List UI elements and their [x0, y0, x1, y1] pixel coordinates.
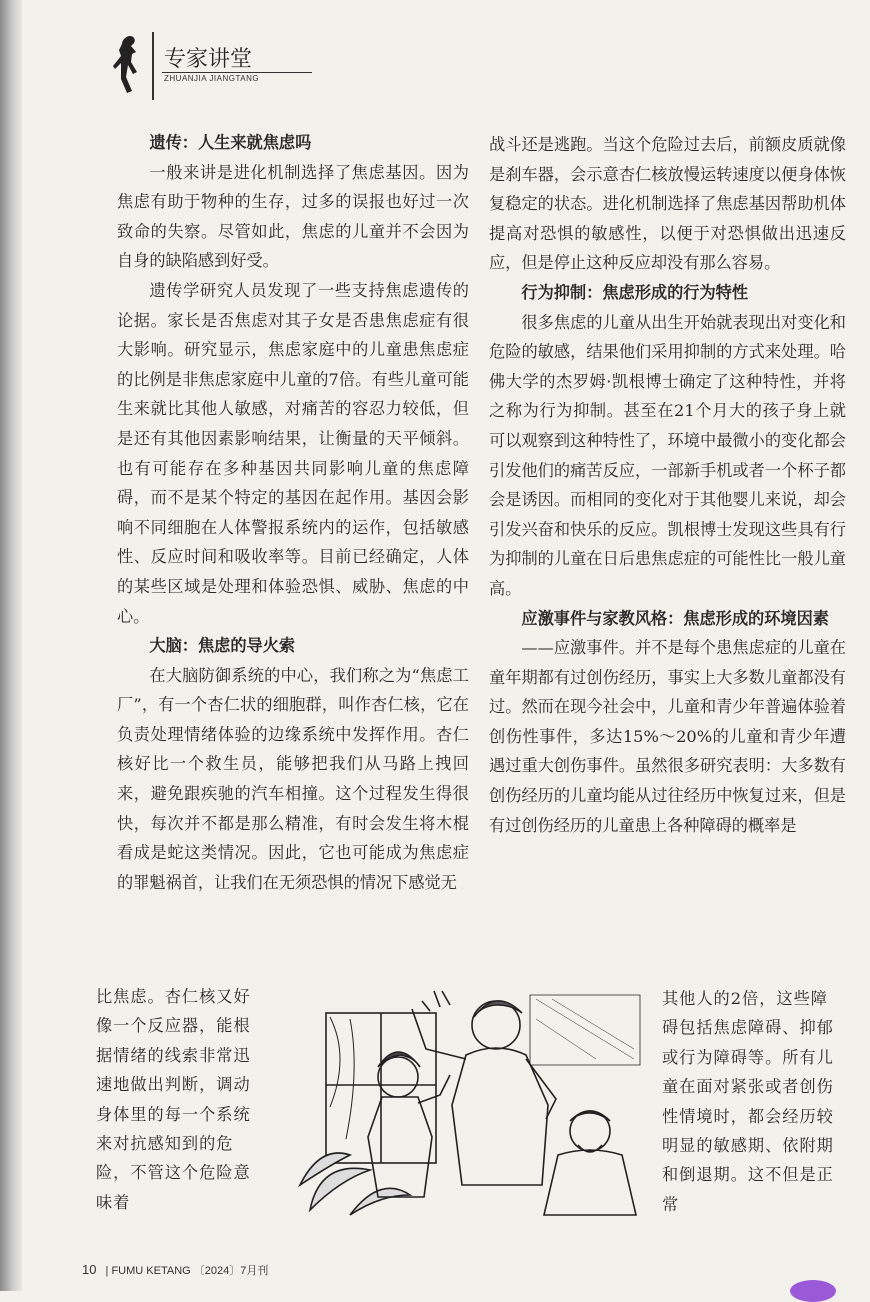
left-column: [117, 128, 469, 897]
heading-brain: 大脑：焦虑的导火索: [149, 636, 296, 656]
paragraph: ——应激事件。并不是每个患焦虑症的儿童在童年期都有过创伤经历，事实上大多数儿童都没有过。然而在现今社会中，儿童和青少年普遍体验着创伤性事件，多达15%～20%的儿童和青少年遭遇过重大创伤事件。虽然很多研究表明：大多数有创伤经历的儿童均能从过往经历中恢复过来，但是有过创伤经历的儿童患上各种障碍的概率是: [489, 638, 846, 835]
section-title: 专家讲堂: [164, 47, 253, 72]
magazine-name: FUMU KETANG: [111, 1265, 191, 1277]
page-binding-edge: [0, 0, 22, 1291]
header-rule: [162, 72, 312, 73]
corner-blob: [790, 1280, 836, 1302]
paragraph: 在大脑防御系统的中心，我们称之为“焦虑工厂”，有一个杏仁状的细胞群，叫作杏仁核，它在负责处理情绪体验的边缘系统中发挥作用。杏仁核好比一个救生员，能够把我们从马路上拽回来，避免跟疾驰的汽车相撞。这个过程发生得很快，每次并不都是那么精准，有时会发生将木棍看成是蛇这类情况。因此，它也可能成为焦虑症的罪魁祸首，让我们在无须恐惧的情况下感觉无: [117, 665, 469, 892]
header-divider: [152, 32, 154, 100]
heading-genetics: 遗传：人生来就焦虑吗: [149, 133, 312, 152]
paragraph: 一般来讲是进化机制选择了焦虑基因。因为焦虑有助于物种的生存，过多的误报也好过一次致命的失察。尽管如此，焦虑的儿童并不会因为自身的缺陷感到好受。: [117, 162, 469, 271]
paragraph: 很多焦虑的儿童从出生开始就表现出对变化和危险的敏感，结果他们采用抑制的方式来处理。哈佛大学的杰罗姆·凯根博士确定了这种特性，并将之称为行为抑制。甚至在21个月大的孩子身上就可以观察到这种特性了，环境中最微小的变化都会引发他们的痛苦反应，一部新手机或者一个杯子都会是诱因。而相同的变化对于其他婴儿来说，却会引发兴奋和快乐的反应。凯根博士发现这些具有行为抑制的儿童在日后患焦虑症的可能性比一般儿童高。: [489, 312, 846, 598]
right-column: [489, 130, 846, 840]
figure-logo-icon: [112, 34, 146, 94]
left-wrap-text: [96, 982, 260, 1217]
section-subtitle: ZHUANJIA JIANGTANG: [164, 74, 260, 83]
paragraph: 其他人的2倍，这些障碍包括焦虑障碍、抑郁或行为障碍等。所有儿童在面对紧张或者创伤性情境时，都会经历较明显的敏感期、依附期和倒退期。这不但是正常: [662, 989, 834, 1214]
right-wrap-text: [662, 984, 840, 1219]
page-number: 10: [82, 1262, 97, 1277]
page-footer: [82, 1262, 268, 1278]
footer-separator: |: [105, 1265, 109, 1277]
heading-environment: 应激事件与家教风格：焦虑形成的环境因素: [521, 608, 829, 628]
paragraph: 比焦虑。杏仁核又好像一个反应器，能根据情绪的线索非常迅速地做出判断，调动身体里的每一个系统来对抗感知到的危险，不管这个危险意味着: [96, 987, 251, 1212]
paragraph: 战斗还是逃跑。当这个危险过去后，前额皮质就像是刹车器，会示意杏仁核放慢运转速度以便身体恢复稳定的状态。进化机制选择了焦虑基因帮助机体提高对恐惧的敏感性，以便于对恐惧做出迅速反应，但是停止这种反应却没有那么容易。: [489, 135, 846, 273]
heading-behavior: 行为抑制：焦虑形成的行为特性: [521, 282, 749, 302]
issue-label: 〔2024〕7月刊: [193, 1265, 269, 1277]
family-illustration: [290, 985, 660, 1220]
paragraph: 遗传学研究人员发现了一些支持焦虑遗传的论据。家长是否焦虑对其子女是否患焦虑症有很大影响。研究显示，焦虑家庭中的儿童患焦虑症的比例是非焦虑家庭中儿童的7倍。有些儿童可能生来就比其他人敏感，对痛苦的容忍力较低，但是还有其他因素影响结果，让衡量的天平倾斜。也有可能存在多种基因共同影响儿童的焦虑障碍，而不是某个特定的基因在起作用。基因会影响不同细胞在人体警报系统内的运作，包括敏感性、反应时间和吸收率等。目前已经确定，人体的某些区域是处理和体验恐惧、威胁、焦虑的中心。: [117, 280, 469, 626]
